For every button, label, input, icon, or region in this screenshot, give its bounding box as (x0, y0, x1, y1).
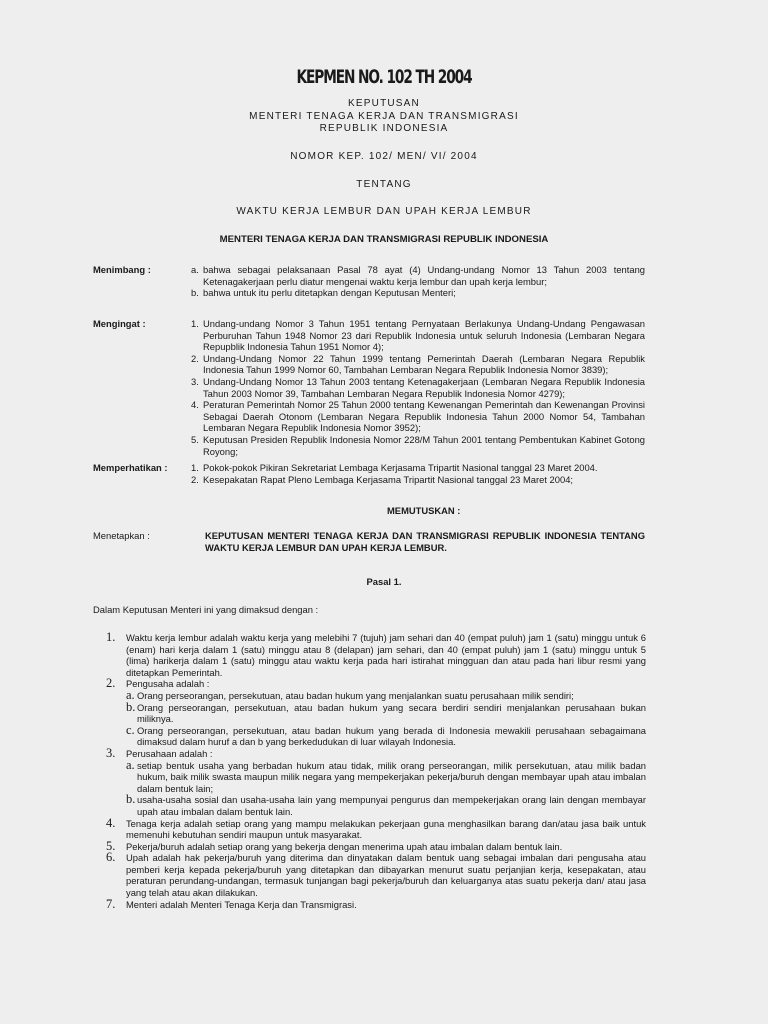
mengingat-item: 5. Keputusan Presiden Republik Indonesia Nomor 228/M Tahun 2001 tentang Pembentukan Kabinet Gotong Royong; (191, 433, 645, 457)
definition-item: 7. Menteri adalah Menteri Tenaga Kerja dan Transmigrasi. (106, 896, 357, 911)
memutuskan-heading: MEMUTUSKAN : (387, 505, 461, 516)
menetapkan-text: KEPUTUSAN MENTERI TENAGA KERJA DAN TRANSMIGRASI REPUBLIK INDONESIA TENTANG WAKTU KERJA LEMBUR DAN UPAH KERJA LEMBUR. (205, 530, 645, 553)
menimbang-item: b. bahwa untuk itu perlu ditetapkan dengan Keputusan Menteri; (191, 287, 456, 299)
document-title: KEPMEN NO. 102 TH 2004 (296, 66, 472, 88)
header-line-menteri: MENTERI TENAGA KERJA DAN TRANSMIGRASI (249, 111, 519, 122)
mengingat-label: Mengingat : (93, 318, 146, 329)
definition-item: 5. Pekerja/buruh adalah setiap orang yang bekerja dengan menerima upah atau imbalan dalam bentuk lain. (106, 838, 563, 853)
memperhatikan-item: 2. Kesepakatan Rapat Pleno Lembaga Kerjasama Tripartit Nasional tanggal 23 Maret 2004; (191, 473, 574, 485)
header-line-keputusan: KEPUTUSAN (348, 98, 420, 109)
memperhatikan-label: Memperhatikan : (93, 462, 168, 473)
document-subject: WAKTU KERJA LEMBUR DAN UPAH KERJA LEMBUR (236, 206, 532, 217)
memperhatikan-item: 1. Pokok-pokok Pikiran Sekretariat Lembaga Kerjasama Tripartit Nasional tanggal 23 Maret 2004. (191, 462, 598, 473)
definition-item: 1. Waktu kerja lembur adalah waktu kerja yang melebihi 7 (tujuh) jam sehari dan 40 (empat puluh) jam 1 (satu) minggu untuk 6 (enam) hari kerja dalam 1 (satu) minggu atau 8 (delapan) jam sehari, dan 40 (empat puluh) jam 1 (satu) minggu untuk 5 (lima) harikerja dalam 1 (satu) minggu atau waktu kerja pada hari istirahat mingguan dan atau pada hari libur resmi yang ditetapkan Pemerintah. (106, 630, 646, 678)
definition-subitem: b. Orang perseorangan, persekutuan, atau badan hukum yang secara berdiri sendiri menjalankan perusahaan bukan miliknya. (126, 699, 646, 725)
mengingat-item: 4. Peraturan Pemerintah Nomor 25 Tahun 2000 tentang Kewenangan Pemerintah dan Kewenangan Provinsi Sebagai Daerah Otonom (Lembaran Negara Republik Indonesia Tahun 2000 Nomor 54, Tambahan Lembaran Negara Republik Indonesia Nomor 3952); (191, 399, 645, 434)
mengingat-item: 2. Undang-Undang Nomor 22 Tahun 1999 tentang Pemerintah Daerah (Lembaran Negara Republik Indonesia Tahun 1999 Nomor 60, Tambahan Lembaran Negara Republik Indonesia Nomor 3839); (191, 352, 645, 376)
pasal-1-intro: Dalam Keputusan Menteri ini yang dimaksud dengan : (93, 604, 319, 615)
definition-item: 4. Tenaga kerja adalah setiap orang yang mampu melakukan pekerjaan guna menghasilkan barang dan/atau jasa baik untuk memenuhi kebutuhan sendiri maupun untuk masyarakat. (106, 815, 646, 841)
menimbang-item: a. bahwa sebagai pelaksanaan Pasal 78 ayat (4) Undang-undang Nomor 13 Tahun 2003 tentang Ketenagakerjaan perlu diatur mengenai waktu kerja lembur dan upah kerja lembur; (191, 264, 645, 287)
definition-item: 2. Pengusaha adalah : a. Orang perseorangan, persekutuan, atau badan hukum yang menjalankan suatu perusahaan milik sendiri; b. Orang perseorangan, persekutuan, atau badan hukum yang secara berdiri sendiri menjalankan perusahaan bukan miliknya. c. Orang perseorangan, persekutuan, atau badan hukum yang berada di Indonesia mewakili perusahaan sebagaimana dimaksud dalam huruf a dan b yang berkedudukan di luar wilayah Indonesia. (106, 676, 646, 748)
document-number: NOMOR KEP. 102/ MEN/ VI/ 2004 (290, 151, 478, 162)
definition-subitem: c. Orang perseorangan, persekutuan, atau badan hukum yang berada di Indonesia mewakili perusahaan sebagaimana dimaksud dalam huruf a dan b yang berkedudukan di luar wilayah Indonesia. (126, 722, 646, 748)
definition-subitem: a. Orang perseorangan, persekutuan, atau badan hukum yang menjalankan suatu perusahaan milik sendiri; (126, 687, 574, 702)
menimbang-label: Menimbang : (93, 264, 151, 275)
definition-subitem: b. usaha-usaha sosial dan usaha-usaha lain yang mempunyai pengurus dan mempekerjakan orang lain dengan membayar upah atau imbalan dalam bentuk lain. (126, 792, 646, 817)
menetapkan-label: Menetapkan : (93, 530, 150, 541)
mengingat-item: 3. Undang-Undang Nomor 13 Tahun 2003 tentang Ketenagakerjaan (Lembaran Negara Republik Indonesia Tahun 2003 Nomor 39, Tambahan Lembaran Negara Republik Indonesia Nomor 4279); (191, 375, 645, 399)
definition-item: 3. Perusahaan adalah : a. setiap bentuk usaha yang berbadan hukum atau tidak, milik orang perseorangan, milik persekutuan, atau milik badan hukum, baik milik swasta maupun milik negara yang mempekerjakan pekerja/buruh dengan membayar upah atau imbalan dalam bentuk lain; b. usaha-usaha sosial dan usaha-usaha lain yang mempunyai pengurus dan mempekerjakan orang lain dengan membayar upah atau imbalan dalam bentuk lain. (106, 745, 646, 817)
definition-subitem: a. setiap bentuk usaha yang berbadan hukum atau tidak, milik orang perseorangan, milik persekutuan, atau milik badan hukum, baik milik swasta maupun milik negara yang mempekerjakan pekerja/buruh dengan membayar upah atau imbalan dalam bentuk lain; (126, 757, 646, 794)
mengingat-item: 1. Undang-undang Nomor 3 Tahun 1951 tentang Pernyataan Berlakunya Undang-Undang Pengawasan Perburuhan Tahun 1948 Nomor 23 dari Republik Indonesia untuk seluruh Indonesia (Lembaran Negara Repupblik Indonesia Tahun 1951 Nomor 4); (191, 318, 645, 353)
definition-list (106, 632, 646, 910)
header-line-republik: REPUBLIK INDONESIA (319, 123, 449, 134)
pasal-1-heading: Pasal 1. (366, 576, 402, 587)
definition-item: 6. Upah adalah hak pekerja/buruh yang diterima dan dinyatakan dalam bentuk uang sebagai imbalan dari pengusaha atau pemberi kerja kepada pekerja/buruh yang ditetapkan dan dibayarkan menurut suatu perjanjian kerja, kesepakatan, atau peraturan perundang-undangan, termasuk tunjangan bagi pekerja/buruh dan keluarganya atas suatu pekerja dan/ atau jasa yang telah atau akan dilakukan. (106, 850, 646, 899)
minister-heading: MENTERI TENAGA KERJA DAN TRANSMIGRASI REPUBLIK INDONESIA (219, 234, 549, 245)
tentang-heading: TENTANG (356, 179, 412, 190)
